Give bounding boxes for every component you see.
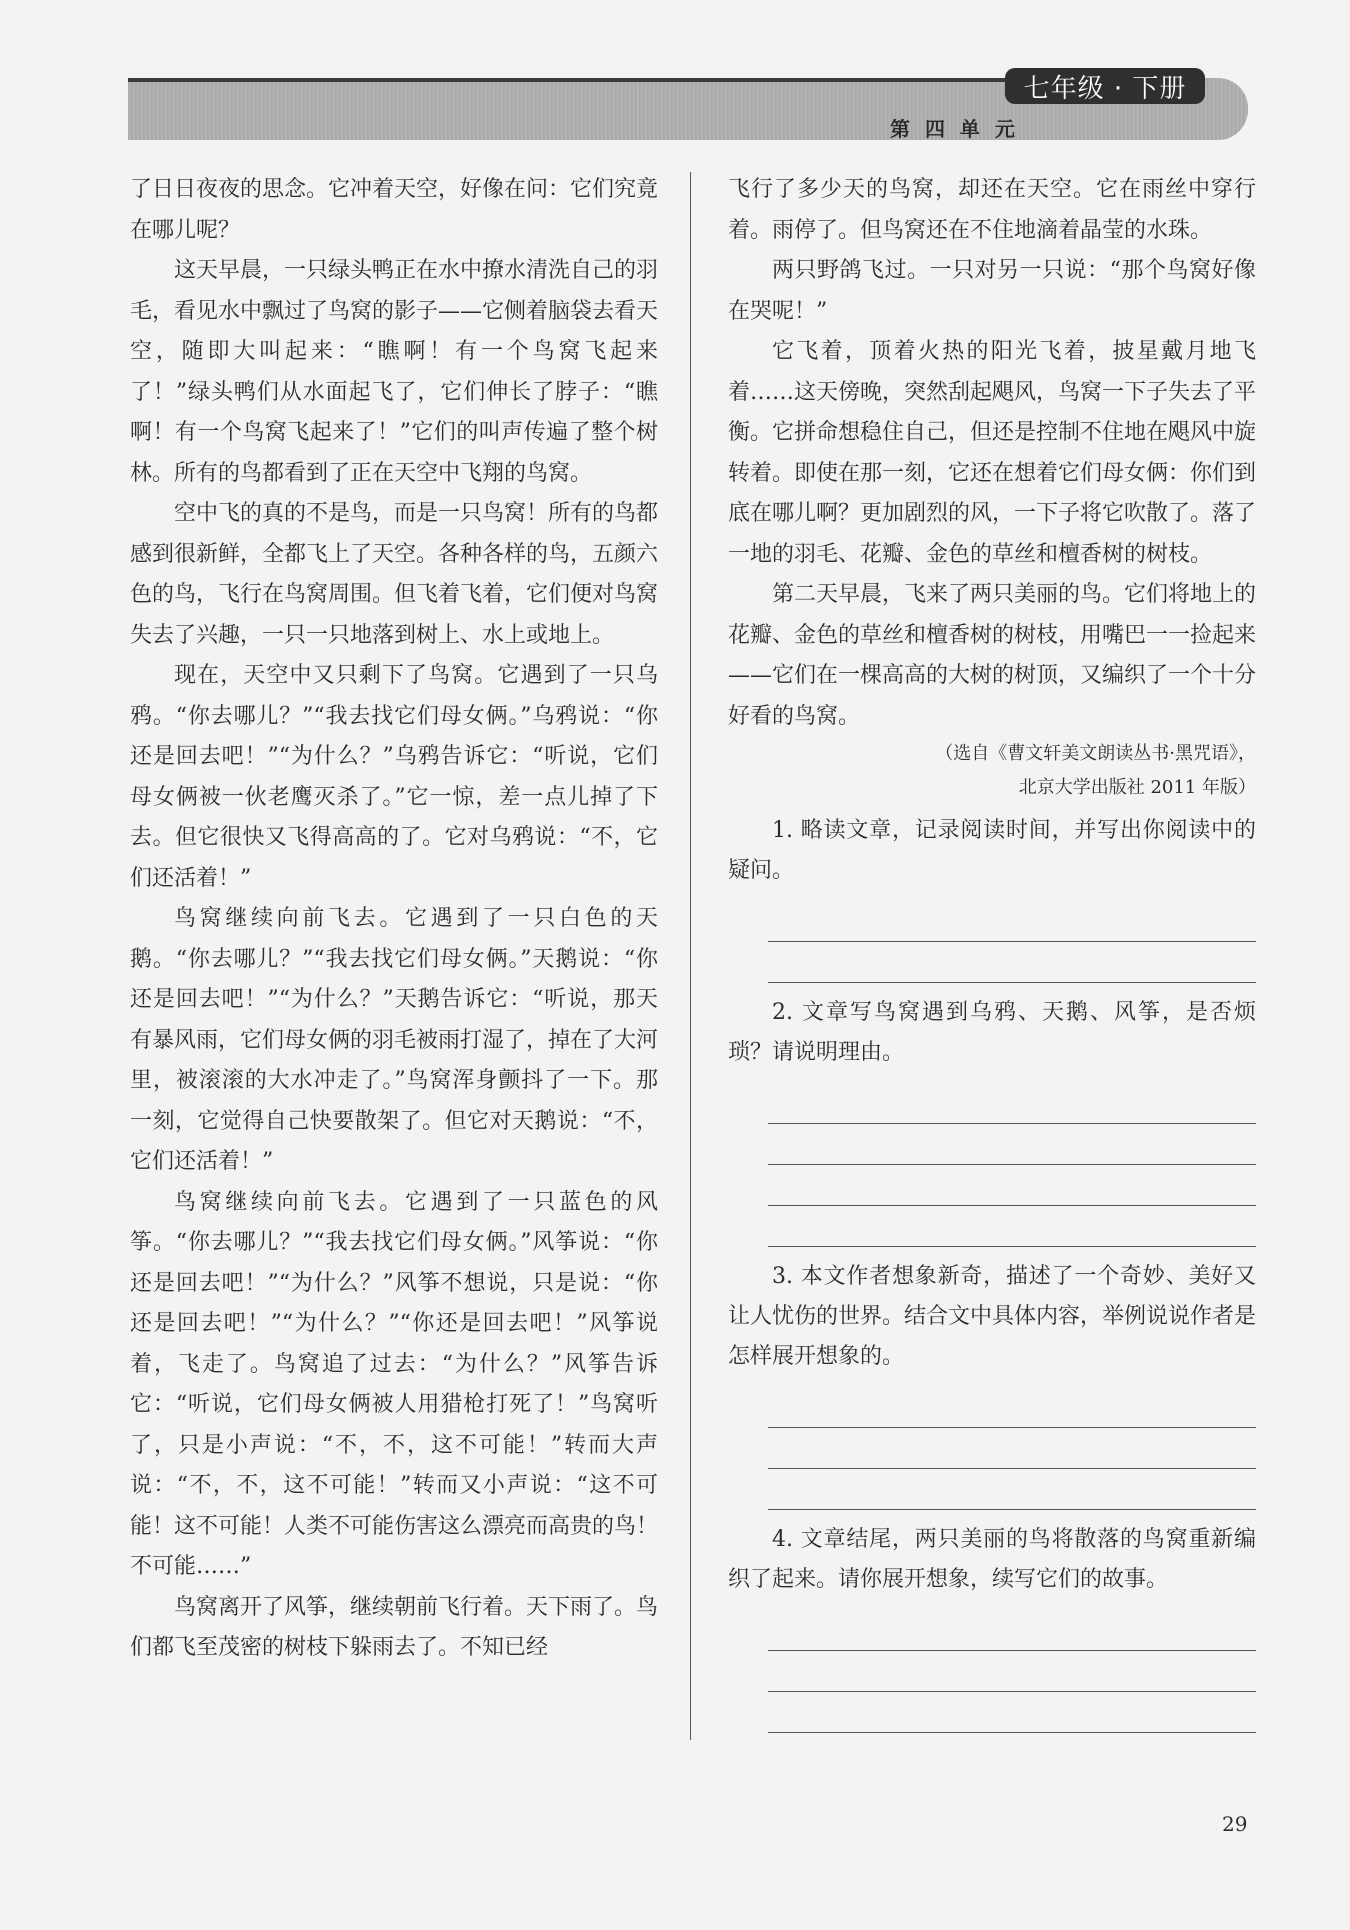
source-citation (728, 737, 1256, 805)
source-line: （选自《曹文轩美文朗读丛书·黑咒语》， (935, 743, 1256, 764)
answer-lines[interactable] (768, 1083, 1256, 1247)
page-number: 29 (1222, 1812, 1248, 1836)
answer-line[interactable] (768, 1206, 1256, 1247)
question-block (728, 993, 1256, 1247)
answer-line[interactable] (768, 1692, 1256, 1733)
question-block (728, 1257, 1256, 1510)
story-paragraph: 鸟窝离开了风筝，继续朝前飞行着。天下雨了。鸟们都飞至茂密的树枝下躲雨去了。不知已经 (130, 1594, 659, 1660)
grade-badge: 七年级 · 下册 (1005, 68, 1205, 104)
story-paragraph: 鸟窝继续向前飞去。它遇到了一只蓝色的风筝。“你去哪儿？”“我去找它们母女俩。”风筝说：“你还是回去吧！”“为什么？”风筝不想说，只是说：“你还是回去吧！”“为什么？”“你还是回去吧！”风筝说着，飞走了。鸟窝追了过去：“为什么？”风筝告诉它：“听说，它们母女俩被人用猎枪打死了！”鸟窝听了，只是小声说：“不，不，这不可能！”转而大声说：“不，不，这不可能！”转而又小声说：“这不可能！这不可能！人类不可能伤害这么漂亮而高贵的鸟！不可能……” (130, 1189, 659, 1579)
story-paragraph: 了日日夜夜的思念。它冲着天空，好像在问：它们究竟在哪儿呢？ (130, 177, 659, 243)
header-rule (128, 78, 1008, 82)
answer-lines[interactable] (768, 1387, 1256, 1510)
answer-line[interactable] (768, 1610, 1256, 1651)
answer-lines[interactable] (768, 1610, 1256, 1733)
question-text: 3. 本文作者想象新奇，描述了一个奇妙、美好又让人忧伤的世界。结合文中具体内容，举例说说作者是怎样展开想象的。 (728, 1264, 1257, 1369)
answer-line[interactable] (768, 1124, 1256, 1165)
story-paragraph: 它飞着，顶着火热的阳光飞着，披星戴月地飞着……这天傍晚，突然刮起飓风，鸟窝一下子失去了平衡。它拼命想稳住自己，但还是控制不住地在飓风中旋转着。即使在那一刻，它还在想着它们母女俩：你们到底在哪儿啊？更加剧烈的风，一下子将它吹散了。落了一地的羽毛、花瓣、金色的草丝和檀香树的树枝。 (728, 339, 1257, 567)
question-text: 4. 文章结尾，两只美丽的鸟将散落的鸟窝重新编织了起来。请你展开想象，续写它们的故事。 (728, 1527, 1256, 1592)
question-text: 2. 文章写鸟窝遇到乌鸦、天鹅、风筝，是否烦琐？请说明理由。 (728, 1000, 1256, 1065)
story-paragraph: 第二天早晨，飞来了两只美丽的鸟。它们将地上的花瓣、金色的草丝和檀香树的树枝，用嘴巴一一捡起来——它们在一棵高高的大树的树顶，又编织了一个十分好看的鸟窝。 (728, 582, 1257, 729)
story-paragraph: 飞行了多少天的鸟窝，却还在天空。它在雨丝中穿行着。雨停了。但鸟窝还在不住地滴着晶莹的水珠。 (728, 177, 1256, 243)
answer-line[interactable] (768, 901, 1256, 942)
left-column (130, 170, 658, 1669)
answer-line[interactable] (768, 1083, 1256, 1124)
answer-line[interactable] (768, 1651, 1256, 1692)
story-paragraph: 两只野鸽飞过。一只对另一只说：“那个鸟窝好像在哭呢！” (728, 258, 1256, 324)
answer-line[interactable] (768, 1387, 1256, 1428)
answer-line[interactable] (768, 1469, 1256, 1510)
column-divider (690, 172, 691, 1740)
answer-line[interactable] (768, 1165, 1256, 1206)
answer-line[interactable] (768, 1428, 1256, 1469)
question-block (728, 1520, 1256, 1733)
source-line: 北京大学出版社 2011 年版） (1018, 777, 1256, 798)
question-text: 1. 略读文章，记录阅读时间，并写出你阅读中的疑问。 (728, 818, 1256, 883)
story-paragraph: 这天早晨，一只绿头鸭正在水中撩水清洗自己的羽毛，看见水中飘过了鸟窝的影子——它侧着脑袋去看天空，随即大叫起来：“瞧啊！有一个鸟窝飞起来了！”绿头鸭们从水面起飞了，它们伸长了脖子：“瞧啊！有一个鸟窝飞起来了！”它们的叫声传遍了整个树林。所有的鸟都看到了正在天空中飞翔的鸟窝。 (130, 258, 659, 486)
answer-line[interactable] (768, 942, 1256, 983)
story-paragraph: 空中飞的真的不是鸟，而是一只鸟窝！所有的鸟都感到很新鲜，全都飞上了天空。各种各样的鸟，五颜六色的鸟，飞行在鸟窝周围。但飞着飞着，它们便对鸟窝失去了兴趣，一只一只地落到树上、水上或地上。 (130, 501, 659, 648)
right-column (728, 170, 1256, 1743)
question-block (728, 811, 1256, 983)
story-paragraph: 现在，天空中又只剩下了鸟窝。它遇到了一只乌鸦。“你去哪儿？”“我去找它们母女俩。”乌鸦说：“你还是回去吧！”“为什么？”乌鸦告诉它：“听说，它们母女俩被一伙老鹰灭杀了。”它一惊，差一点儿掉了下去。但它很快又飞得高高的了。它对乌鸦说：“不，它们还活着！” (130, 663, 658, 891)
story-paragraph: 鸟窝继续向前飞去。它遇到了一只白色的天鹅。“你去哪儿？”“我去找它们母女俩。”天鹅说：“你还是回去吧！”“为什么？”天鹅告诉它：“听说，那天有暴风雨，它们母女俩的羽毛被雨打湿了，掉在了大河里，被滚滚的大水冲走了。”鸟窝浑身颤抖了一下。那一刻，它觉得自己快要散架了。但它对天鹅说：“不，它们还活着！” (130, 906, 659, 1174)
unit-title: 第 四 单 元 (890, 117, 1019, 141)
answer-lines[interactable] (768, 901, 1256, 983)
